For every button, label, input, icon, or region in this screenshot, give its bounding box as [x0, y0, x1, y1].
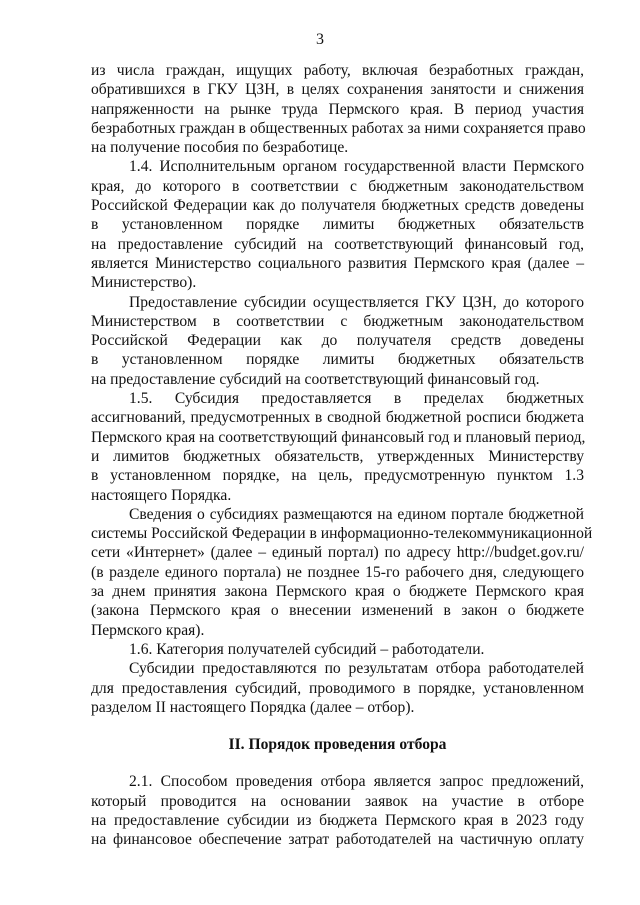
paragraph-line: Субсидии предоставляются по результатам отбора работодателей: [129, 660, 584, 678]
body-line: Министерство).: [91, 274, 197, 292]
body-line: края, до которого в соответствии с бюджетным законодательством: [91, 177, 584, 195]
body-line: Российской Федерации как до получателя бюджетных средств доведены: [91, 197, 584, 215]
body-line: на предоставление субсидий на соответствующий финансовый год,: [91, 235, 584, 253]
body-line: напряженности на рынке труда Пермского края. В период участия: [91, 100, 584, 118]
paragraph-1-6-line: 1.6. Категория получателей субсидий – работодатели.: [129, 640, 485, 658]
body-line: на получение пособия по безработице.: [91, 139, 349, 157]
body-line: за днем принятия закона Пермского края о бюджете Пермского края: [91, 583, 584, 601]
body-line: безработных граждан в общественных работах за ними сохраняется право: [91, 119, 586, 137]
body-line: является Министерство социального развития Пермского края (далее –: [91, 254, 584, 272]
paragraph-1-4-line: 1.4. Исполнительным органом государственной власти Пермского: [129, 158, 584, 176]
paragraph-line: Сведения о субсидиях размещаются на едином портале бюджетной: [129, 505, 584, 523]
body-line: обратившихся в ГКУ ЦЗН, в целях сохранения занятости и снижения: [91, 81, 584, 99]
body-line: (в разделе единого портала) не позднее 15-го рабочего дня, следующего: [91, 563, 584, 581]
document-body: [91, 61, 593, 850]
body-line: в установленном порядке лимиты бюджетных обязательств: [91, 351, 584, 369]
paragraph-2-1-line: 2.1. Способом проведения отбора является запрос предложений,: [129, 773, 584, 791]
paragraph-1-5-line: 1.5. Субсидия предоставляется в пределах бюджетных: [129, 390, 584, 408]
body-line: на предоставление субсидии из бюджета Пермского края в 2023 году: [91, 811, 584, 829]
paragraph-line: Предоставление субсидии осуществляется ГКУ ЦЗН, до которого: [129, 293, 584, 311]
body-line: (закона Пермского края о внесении изменений в закон о бюджете: [91, 602, 584, 620]
page-number: 3: [316, 31, 324, 48]
body-line: разделом II настоящего Порядка (далее – отбор).: [91, 698, 415, 716]
body-line: системы Российской Федерации в информационно-телекоммуникационной: [91, 525, 593, 543]
body-line: в установленном порядке лимиты бюджетных обязательств: [91, 216, 584, 234]
body-line: Пермского края на соответствующий финансовый год и плановый период,: [91, 428, 586, 446]
body-line: Пермского края).: [91, 621, 205, 639]
body-line: Министерством в соответствии с бюджетным законодательством: [91, 312, 584, 330]
body-line: который проводится на основании заявок на участие в отборе: [91, 792, 584, 810]
body-line: из числа граждан, ищущих работу, включая безработных граждан,: [91, 62, 584, 79]
body-line: сети «Интернет» (далее – единый портал) по адресу http://budget.gov.ru/: [91, 544, 584, 562]
body-line: на финансовое обеспечение затрат работодателей на частичную оплату: [91, 831, 584, 849]
body-line: в установленном порядке, на цель, предусмотренную пунктом 1.3: [91, 467, 584, 485]
section-heading: II. Порядок проведения отбора: [228, 736, 447, 754]
body-line: Российской Федерации как до получателя средств доведены: [91, 332, 584, 350]
body-line: на предоставление субсидий на соответствующий финансовый год.: [91, 370, 540, 388]
body-line: и лимитов бюджетных обязательств, утвержденных Министерству: [91, 447, 584, 465]
body-line: для предоставления субсидий, проводимого в порядке, установленном: [91, 679, 584, 697]
body-line: ассигнований, предусмотренных в сводной бюджетной росписи бюджета: [91, 409, 584, 427]
body-line: настоящего Порядка.: [91, 486, 232, 504]
